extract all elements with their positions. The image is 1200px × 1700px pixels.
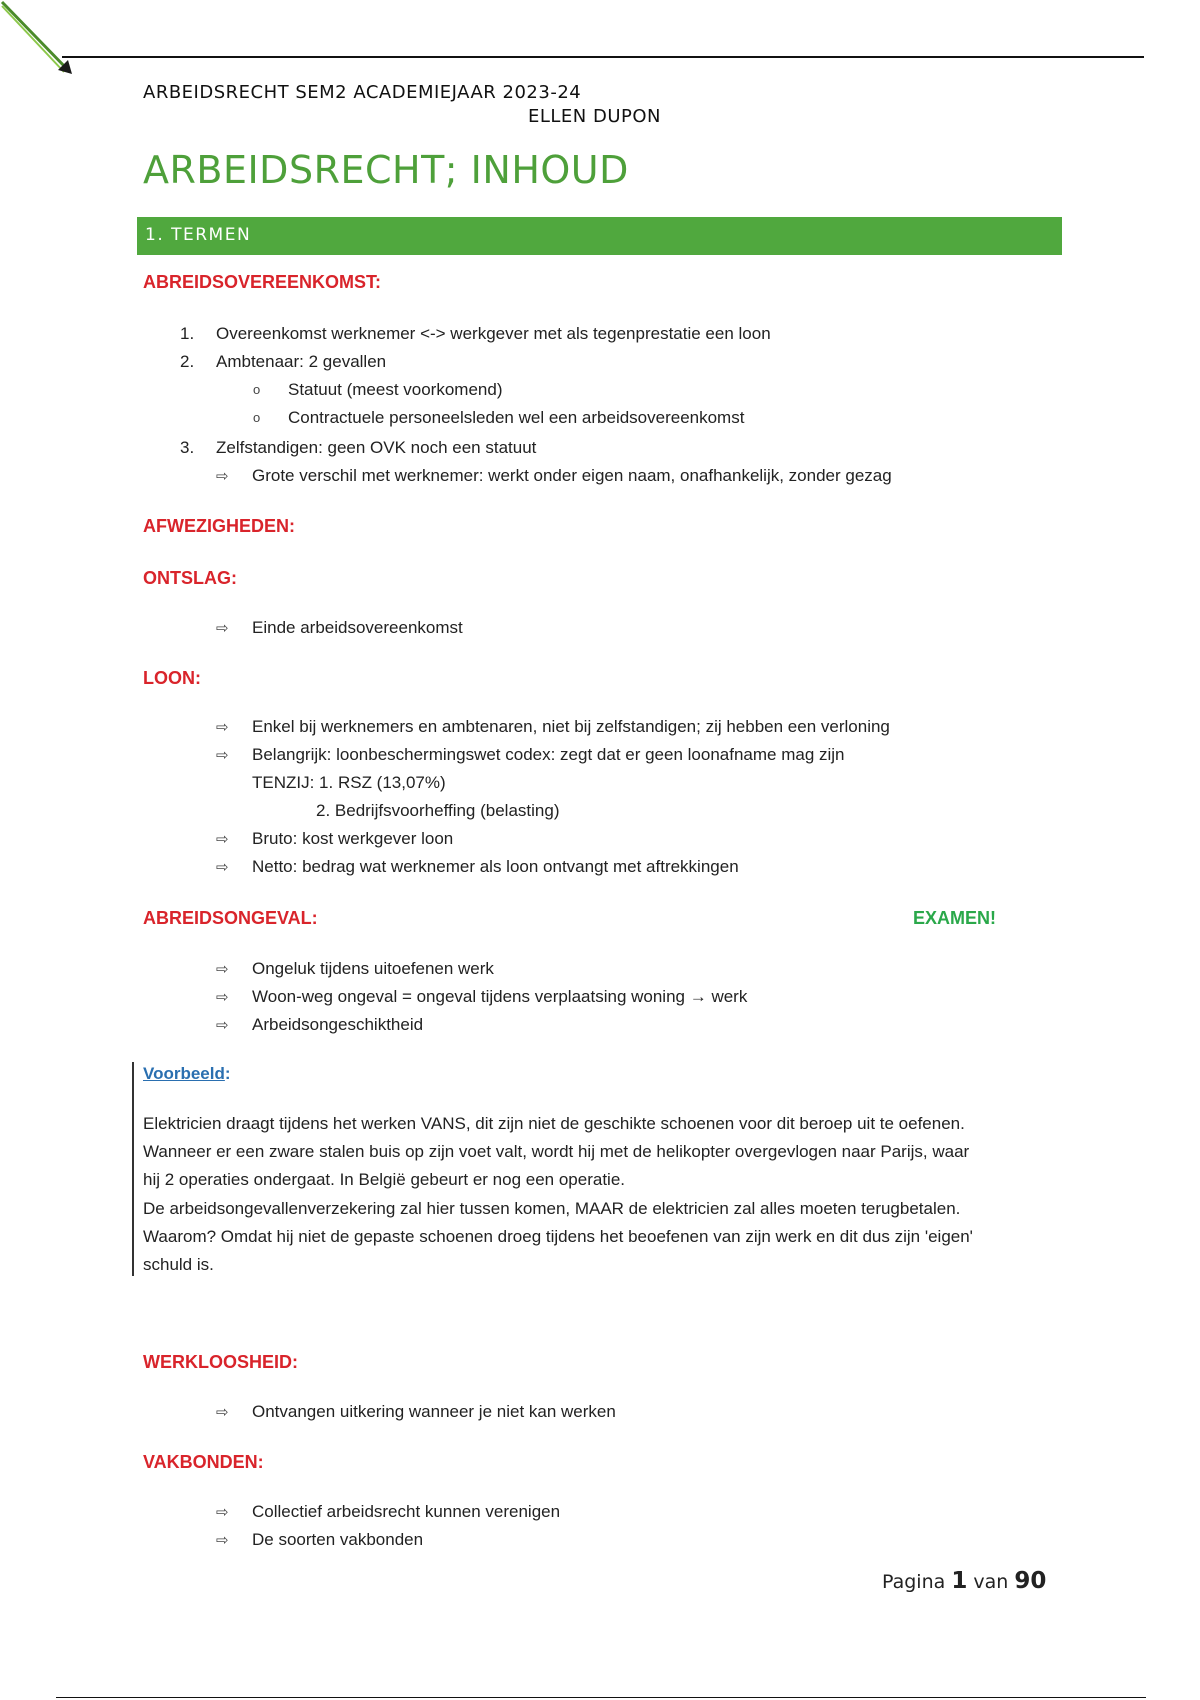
page-title: ARBEIDSRECHT; INHOUD — [143, 148, 629, 192]
arrow-item: Bruto: kost werkgever loon — [252, 829, 454, 848]
tenzij-line: TENZIJ: 1. RSZ (13,07%) — [252, 773, 446, 792]
arrow-bullet-icon: ⇨ — [216, 1017, 229, 1034]
list-item: Zelfstandigen: geen OVK noch een statuut — [216, 438, 537, 457]
footer-rule — [56, 1697, 1146, 1698]
heading-vakbonden: VAKBONDEN: — [143, 1452, 264, 1472]
arrow-bullet-icon: ⇨ — [216, 620, 229, 637]
arrow-bullet-icon: ⇨ — [216, 747, 229, 764]
arrow-bullet-icon: ⇨ — [216, 1504, 229, 1521]
tenzij-line: 2. Bedrijfsvoorheffing (belasting) — [316, 801, 560, 820]
voorbeeld-label — [143, 1064, 231, 1084]
list-number: 3. — [180, 438, 195, 457]
header-course: ARBEIDSRECHT SEM2 ACADEMIEJAAR 2023-24 — [143, 82, 582, 103]
arrow-item: Arbeidsongeschiktheid — [252, 1015, 424, 1034]
arrow-bullet-icon: ⇨ — [216, 1404, 229, 1421]
arrow-item: Ongeluk tijdens uitoefenen werk — [252, 959, 494, 978]
arrow-bullet-icon: ⇨ — [216, 961, 229, 978]
header-rule — [62, 56, 1144, 58]
list-subitem: Statuut (meest voorkomend) — [288, 380, 503, 399]
voorbeeld-colon: : — [224, 1064, 231, 1083]
arrow-bullet-icon: ⇨ — [216, 831, 229, 848]
heading-afwezigheden: AFWEZIGHEDEN: — [143, 516, 295, 536]
page-number-middle: van — [973, 1571, 1009, 1593]
arrow-bullet-icon: ⇨ — [216, 719, 229, 736]
paragraph-line: Elektricien draagt tijdens het werken VANS, dit zijn niet de geschikte schoenen voor dit beroep uit te oefenen. — [143, 1114, 965, 1133]
bullet-circle-icon: o — [253, 382, 261, 397]
heading-arbeidsovereenkomst: ABREIDSOVEREENKOMST: — [143, 272, 382, 292]
list-subitem: Contractuele personeelsleden wel een arbeidsovereenkomst — [288, 408, 745, 427]
paragraph-line: De arbeidsongevallenverzekering zal hier tussen komen, MAAR de elektricien zal alles moeten terugbetalen. — [143, 1198, 961, 1218]
voorbeeld-paragraph — [143, 1110, 1063, 1279]
list-number: 2. — [180, 352, 195, 371]
arrow-item: Ontvangen uitkering wanneer je niet kan werken — [252, 1402, 616, 1421]
arrow-item: De soorten vakbonden — [252, 1530, 424, 1549]
arrow-item: Netto: bedrag wat werknemer als loon ontvangt met aftrekkingen — [252, 857, 739, 876]
heading-ontslag: ONTSLAG: — [143, 568, 237, 588]
arrow-item: Collectief arbeidsrecht kunnen verenigen — [252, 1502, 561, 1521]
paragraph-line: hij 2 operaties ondergaat. In België gebeurt er nog een operatie. — [143, 1170, 626, 1190]
paragraph-line: Wanneer er een zware stalen buis op zijn voet valt, wordt hij met de helikopter overgevlogen naar Parijs, waar — [143, 1142, 970, 1162]
paragraph-line: schuld is. — [143, 1255, 214, 1275]
arrow-item: Belangrijk: loonbeschermingswet codex: zegt dat er geen loonafname mag zijn — [252, 745, 845, 764]
arrow-item: Woon-weg ongeval = ongeval tijdens verplaatsing woning → werk — [252, 987, 748, 1006]
arrow-item: Grote verschil met werknemer: werkt onder eigen naam, onafhankelijk, zonder gezag — [252, 466, 892, 485]
heading-arbeidsongeval: ABREIDSONGEVAL: — [143, 908, 318, 928]
list-item: Ambtenaar: 2 gevallen — [216, 352, 387, 371]
list-number: 1. — [180, 324, 195, 343]
arrow-bullet-icon: ⇨ — [216, 989, 229, 1006]
section-heading: 1. TERMEN — [145, 225, 252, 245]
list-item: Overeenkomst werknemer <-> werkgever met als tegenprestatie een loon — [216, 324, 771, 343]
page-number-current: 1 — [951, 1568, 968, 1594]
arrow-bullet-icon: ⇨ — [216, 859, 229, 876]
section-heading-band — [137, 217, 1062, 255]
quote-bar — [132, 1062, 134, 1276]
page-number-total: 90 — [1014, 1568, 1047, 1594]
bullet-circle-icon: o — [253, 410, 261, 425]
arrow-item: Einde arbeidsovereenkomst — [252, 618, 463, 637]
arrow-bullet-icon: ⇨ — [216, 1532, 229, 1549]
header-author: ELLEN DUPON — [528, 106, 662, 127]
corner-arrow-icon — [0, 0, 80, 80]
arrow-bullet-icon: ⇨ — [216, 468, 229, 485]
heading-werkloosheid: WERKLOOSHEID: — [143, 1352, 298, 1372]
voorbeeld-link-text: Voorbeeld — [143, 1064, 225, 1083]
paragraph-line: Waarom? Omdat hij niet de gepaste schoenen droeg tijdens het beoefenen van zijn werk en dit dus zijn 'eigen' — [143, 1226, 973, 1246]
exam-marker: EXAMEN! — [913, 908, 997, 928]
page-number — [882, 1568, 1046, 1594]
arrow-item: Enkel bij werknemers en ambtenaren, niet bij zelfstandigen; zij hebben een verloning — [252, 717, 890, 736]
heading-loon: LOON: — [143, 668, 201, 688]
page-number-prefix: Pagina — [882, 1571, 946, 1593]
